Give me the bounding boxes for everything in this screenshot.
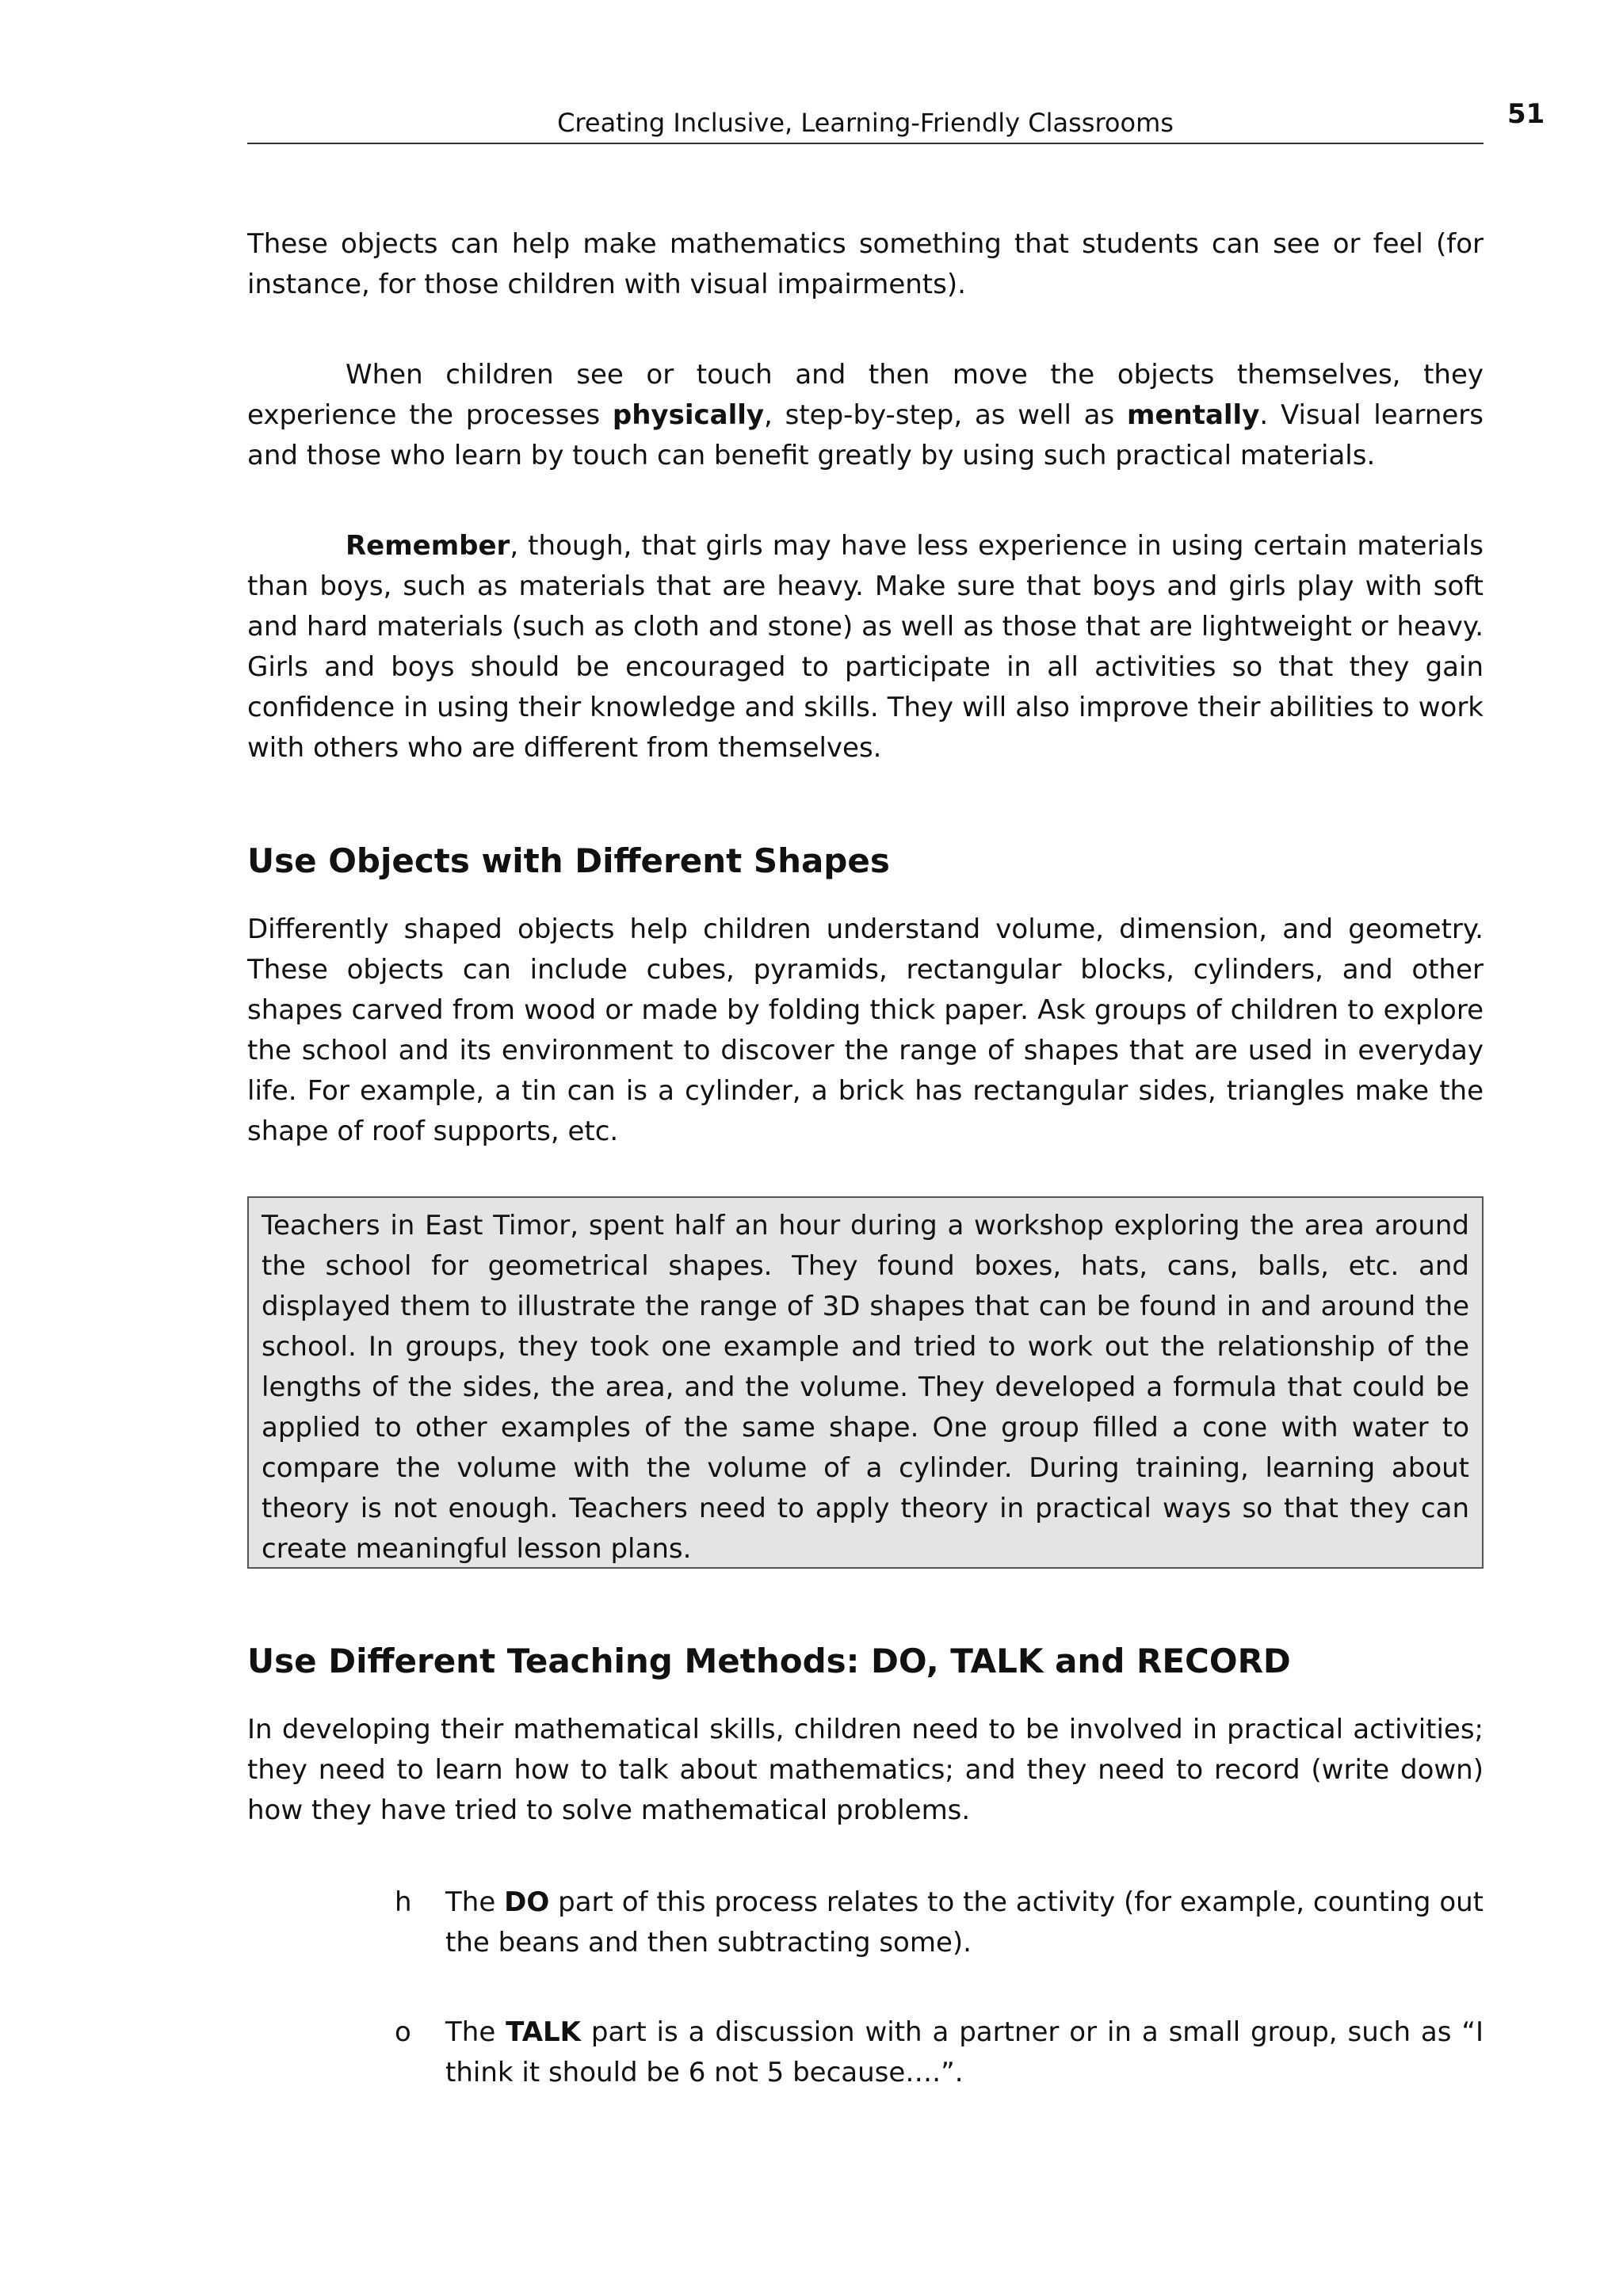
bullet-marker: o — [395, 2016, 411, 2048]
emphasis-mentally: mentally — [1127, 399, 1260, 431]
paragraph-shapes — [247, 910, 1484, 1152]
bullet-text-part: part of this process relates to the activity (for example, counting out the beans and then subtracting some). — [445, 1886, 1484, 1958]
case-study-callout — [247, 1196, 1484, 1569]
bullet-text-part: The — [445, 2016, 506, 2048]
paragraph-text: These objects can help make mathematics something that students can see or feel (for instance, for those children with visual impairments). — [247, 228, 1484, 300]
paragraph-objects-intro — [247, 224, 1484, 305]
emphasis-talk: TALK — [506, 2016, 582, 2048]
paragraph-text: , though, that girls may have less experience in using certain materials than boys, such as materials that are heavy. Make sure that boys and girls play with soft and hard materials (such as cloth and stone) as well as those that are lightweight or heavy. Girls and boys should be encouraged to participate in all activities so that they gain confidence in using their knowledge and skills. They will also improve their abilities to work with others who are different from themselves. — [247, 530, 1484, 764]
bullet-text — [445, 1882, 1484, 1963]
paragraph-text: When children see or touch and then move the objects themselves, they experience the processes — [247, 359, 1484, 431]
callout-text: Teachers in East Timor, spent half an hour during a workshop exploring the area around the school for geometrical shapes. They found boxes, hats, cans, balls, etc. and displayed them to illustrate the range of 3D shapes that can be found in and around the school. In groups, they took one example and tried to work out the relationship of the lengths of the sides, the area, and the volume. They developed a formula that could be applied to other examples of the same shape. One group filled a cone with water to compare the volume with the volume of a cylinder. During training, learning about theory is not enough. Teachers need to apply theory in practical ways so that they can create meaningful lesson plans. — [262, 1210, 1469, 1565]
bullet-text-part: The — [445, 1886, 505, 1918]
paragraph-text: In developing their mathematical skills, children need to be involved in practical activities; they need to learn how to talk about mathematics; and they need to record (write down) how they have tried to solve mathematical problems. — [247, 1714, 1484, 1826]
paragraph-remember — [247, 526, 1484, 769]
paragraph-text: Differently shaped objects help children understand volume, dimension, and geometry. These objects can include cubes, pyramids, rectangular blocks, cylinders, and other shapes carved from wood or made by folding thick paper. Ask groups of children to explore the school and its environment to discover the range of shapes that are used in everyday life. For example, a tin can is a cylinder, a brick has rectangular sides, triangles make the shape of roof supports, etc. — [247, 913, 1484, 1147]
section-heading-shapes: Use Objects with Different Shapes — [247, 841, 890, 880]
bullet-text — [445, 2012, 1484, 2093]
bullet-text-part: part is a discussion with a partner or in a small group, such as “I think it should be 6 not 5 because….”. — [445, 2016, 1484, 2088]
paragraph-physical-mental — [247, 355, 1484, 476]
paragraph-teaching-methods — [247, 1710, 1484, 1831]
emphasis-remember: Remember — [346, 530, 510, 562]
paragraph-text: , step-by-step, as well as — [764, 399, 1128, 431]
running-header: Creating Inclusive, Learning-Friendly Classrooms — [247, 103, 1484, 144]
emphasis-do: DO — [504, 1886, 550, 1918]
page-number: 51 — [1507, 98, 1545, 130]
emphasis-physically: physically — [612, 399, 765, 431]
section-heading-teaching-methods: Use Different Teaching Methods: DO, TALK and RECORD — [247, 1642, 1291, 1680]
paragraph-text: . Visual learners and those who learn by touch can benefit greatly by using such practical materials. — [247, 399, 1484, 471]
bullet-marker: h — [395, 1886, 412, 1918]
